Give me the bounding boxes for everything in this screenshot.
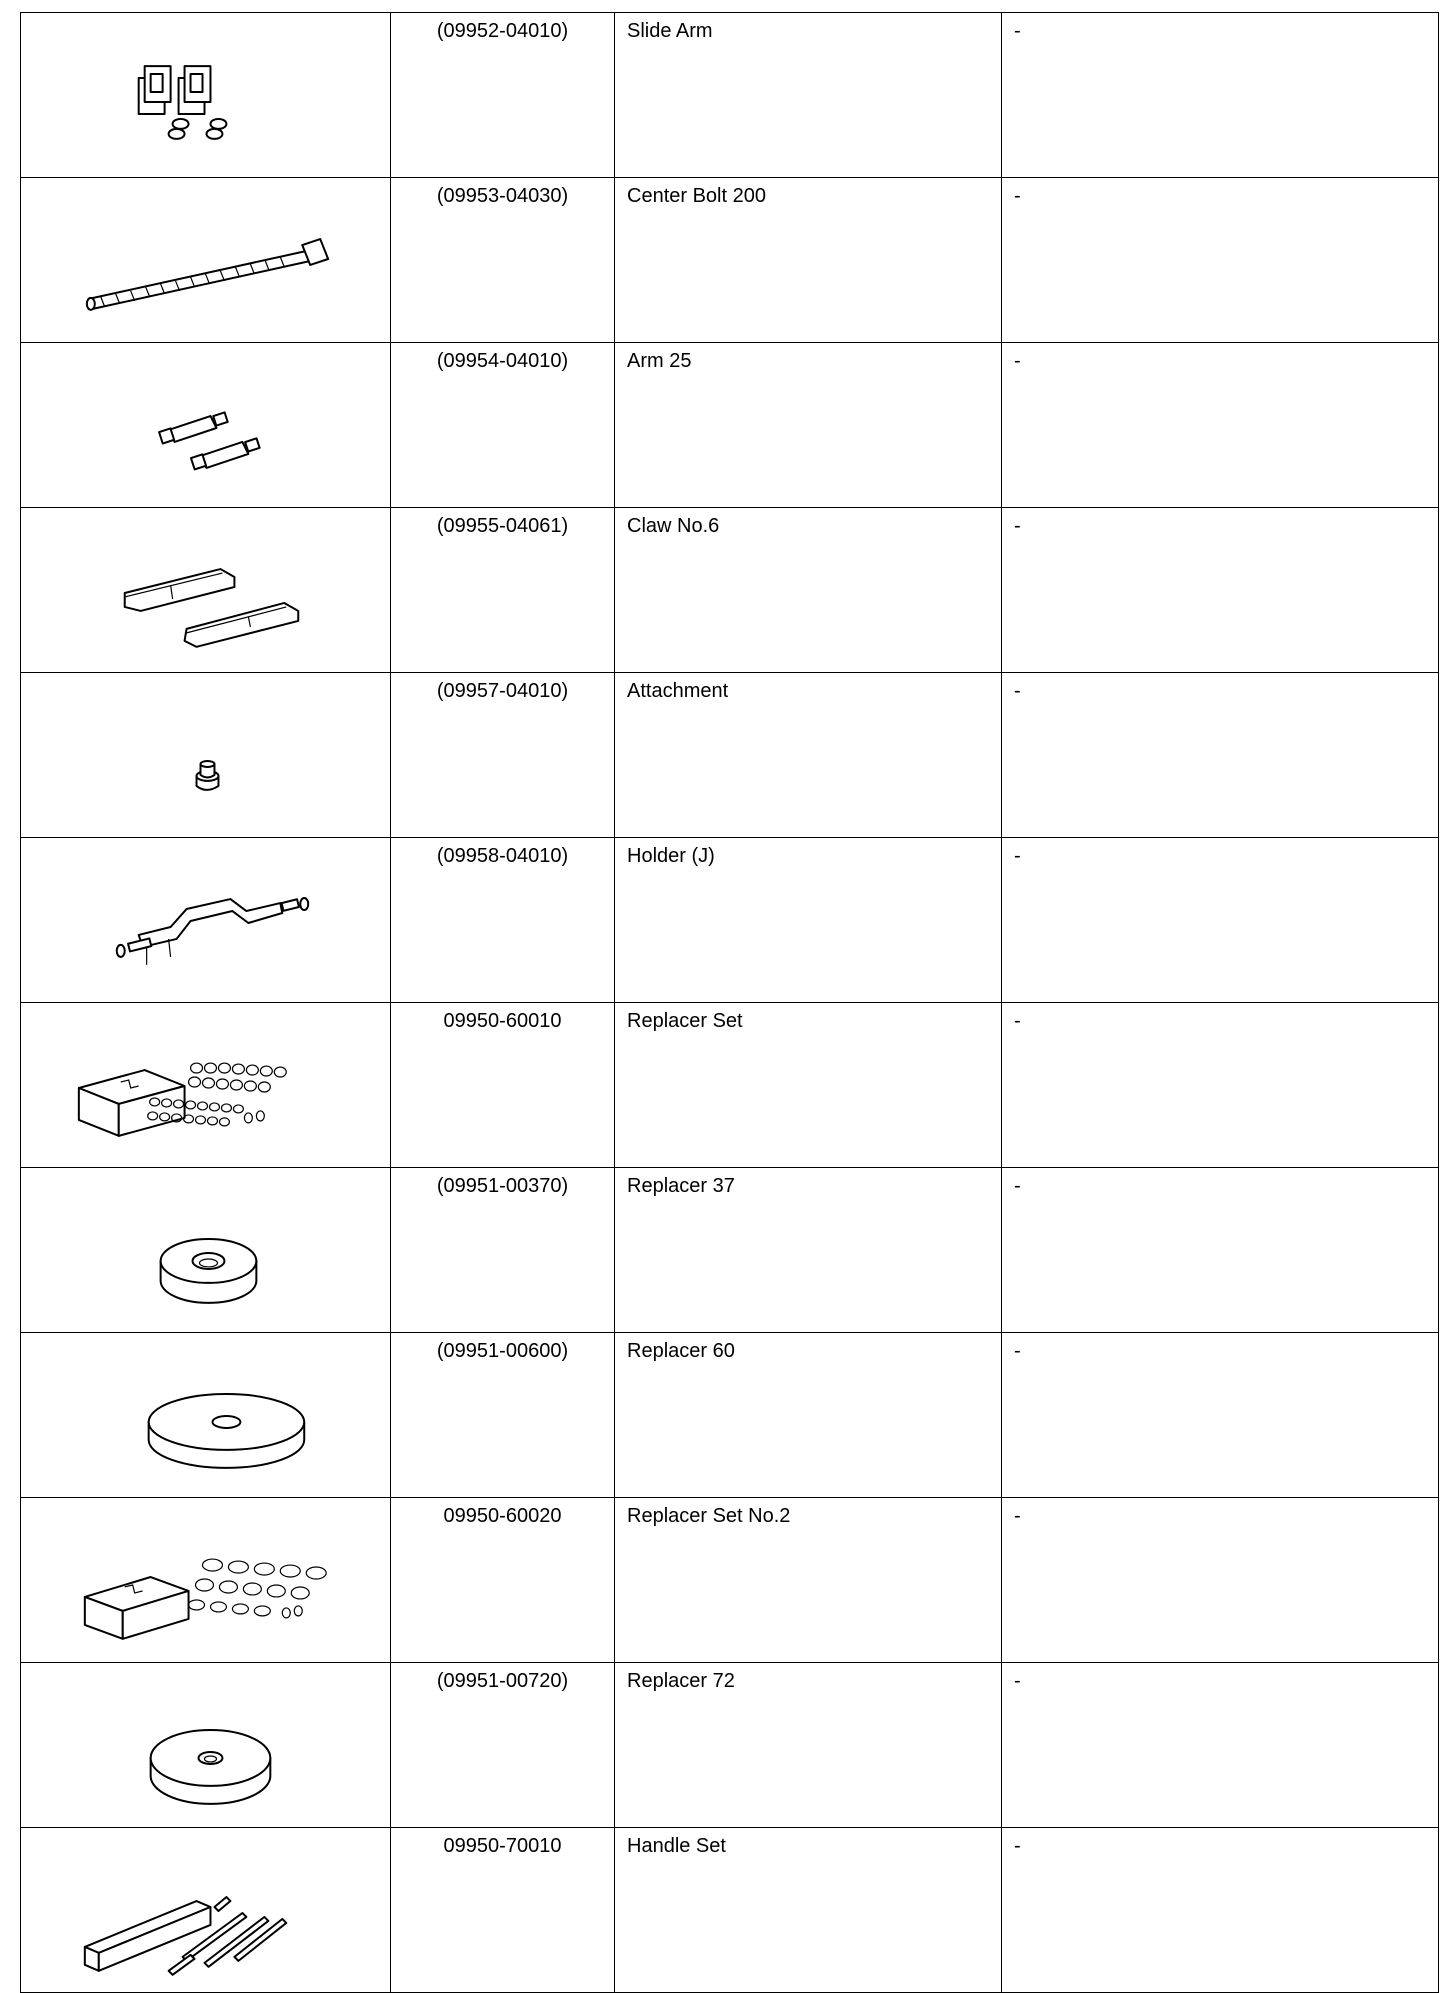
table-row <box>21 1828 1439 1993</box>
part-number: (09953-04030) <box>391 178 615 343</box>
tool-note: - <box>1002 838 1439 1003</box>
tool-note: - <box>1002 1003 1439 1168</box>
replacer-disc-icon <box>21 1333 390 1497</box>
tool-note: - <box>1002 1663 1439 1828</box>
tool-illustration-cell <box>21 508 391 673</box>
table-row <box>21 508 1439 673</box>
table-row <box>21 673 1439 838</box>
part-number: 09950-60010 <box>391 1003 615 1168</box>
tool-name: Attachment <box>615 673 1002 838</box>
tool-name: Replacer 72 <box>615 1663 1002 1828</box>
part-number: (09954-04010) <box>391 343 615 508</box>
part-number: (09958-04010) <box>391 838 615 1003</box>
tool-name: Arm 25 <box>615 343 1002 508</box>
part-number: (09957-04010) <box>391 673 615 838</box>
tool-note: - <box>1002 13 1439 178</box>
tool-illustration-cell <box>21 343 391 508</box>
arm-25-icon <box>21 343 390 507</box>
part-number: (09952-04010) <box>391 13 615 178</box>
tool-name: Replacer Set No.2 <box>615 1498 1002 1663</box>
table-row <box>21 343 1439 508</box>
part-number: 09950-70010 <box>391 1828 615 1993</box>
handle-set-icon <box>21 1828 390 1992</box>
tool-name: Handle Set <box>615 1828 1002 1993</box>
tool-note: - <box>1002 343 1439 508</box>
tool-illustration-cell <box>21 1003 391 1168</box>
tool-name: Slide Arm <box>615 13 1002 178</box>
claw-icon <box>21 508 390 672</box>
tool-name: Holder (J) <box>615 838 1002 1003</box>
table-row <box>21 1663 1439 1828</box>
tool-note: - <box>1002 1828 1439 1993</box>
special-tools-table <box>20 12 1439 1993</box>
tool-name: Center Bolt 200 <box>615 178 1002 343</box>
table-row <box>21 1333 1439 1498</box>
tool-illustration-cell <box>21 673 391 838</box>
tool-note: - <box>1002 1168 1439 1333</box>
tool-note: - <box>1002 1333 1439 1498</box>
table-row <box>21 1168 1439 1333</box>
part-number: (09955-04061) <box>391 508 615 673</box>
center-bolt-icon <box>21 178 390 342</box>
part-number: (09951-00600) <box>391 1333 615 1498</box>
tool-illustration-cell <box>21 1828 391 1993</box>
tool-name: Replacer Set <box>615 1003 1002 1168</box>
replacer-set-icon <box>21 1003 390 1167</box>
tool-illustration-cell <box>21 838 391 1003</box>
tool-note: - <box>1002 673 1439 838</box>
tool-illustration-cell <box>21 13 391 178</box>
tool-note: - <box>1002 1498 1439 1663</box>
tool-illustration-cell <box>21 1663 391 1828</box>
tool-note: - <box>1002 178 1439 343</box>
tool-name: Claw No.6 <box>615 508 1002 673</box>
table-row <box>21 1498 1439 1663</box>
attachment-icon <box>21 673 390 837</box>
tool-note: - <box>1002 508 1439 673</box>
table-row <box>21 13 1439 178</box>
slide-arm-icon <box>21 13 390 177</box>
tool-name: Replacer 37 <box>615 1168 1002 1333</box>
part-number: (09951-00720) <box>391 1663 615 1828</box>
replacer-set-icon <box>21 1498 390 1662</box>
tool-illustration-cell <box>21 1168 391 1333</box>
tool-illustration-cell <box>21 178 391 343</box>
replacer-disc-icon <box>21 1663 390 1827</box>
part-number: 09950-60020 <box>391 1498 615 1663</box>
part-number: (09951-00370) <box>391 1168 615 1333</box>
tool-name: Replacer 60 <box>615 1333 1002 1498</box>
tool-illustration-cell <box>21 1498 391 1663</box>
table-row <box>21 838 1439 1003</box>
table-row <box>21 178 1439 343</box>
table-row <box>21 1003 1439 1168</box>
holder-icon <box>21 838 390 1002</box>
replacer-disc-icon <box>21 1168 390 1332</box>
tool-illustration-cell <box>21 1333 391 1498</box>
